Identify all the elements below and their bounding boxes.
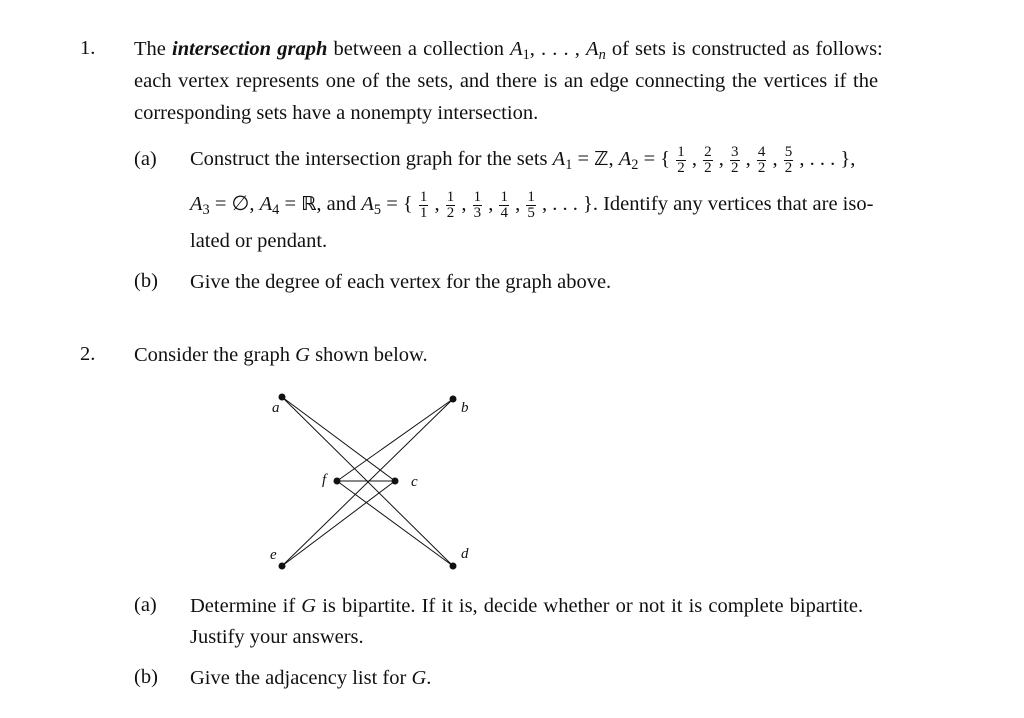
problem-2-intro: Consider the graph G shown below.: [134, 344, 428, 366]
edge-b-f: [337, 399, 453, 481]
problem-1b-label: (b): [134, 270, 158, 292]
set-a5-fraction: $\frac{1}{2}$: [446, 188, 455, 221]
vertex-label-d: d: [461, 546, 469, 562]
set-a2-fraction: $\frac{4}{2}$: [757, 143, 766, 176]
set-a2-fraction: $\frac{1}{2}$: [677, 143, 685, 176]
vertex-f: [334, 478, 341, 485]
set-a2-fraction: $\frac{5}{2}$: [784, 143, 793, 176]
problem-2-number: 2.: [80, 343, 96, 365]
term-intersection-graph: intersection graph: [172, 38, 328, 60]
vertex-e: [279, 563, 286, 570]
problem-1b-text: Give the degree of each vertex for the graph above.: [190, 271, 612, 293]
problem-1a-label: (a): [134, 148, 157, 170]
vertex-label-a: a: [272, 400, 280, 416]
vertex-label-f: f: [322, 472, 327, 488]
set-a2-fraction: $\frac{3}{2}$: [731, 143, 739, 176]
set-a5-fraction: $\frac{1}{3}$: [473, 188, 482, 221]
vertex-c: [392, 478, 399, 485]
edge-c-e: [282, 481, 395, 566]
edge-a-c: [282, 397, 395, 481]
problem-1a-line-2: $A_3$ = ∅, $A_4$ = ℝ, and $A_5$ = { $\frac{1}{1}$ , $\frac{1}{2}$ , $\frac{1}{3}$ , $\frac{1}{4}$ , $\frac{1}{5}$ , . . . }. Identify any vertices that are iso-: [190, 188, 874, 221]
set-a5-fraction: $\frac{1}{1}$: [419, 188, 428, 221]
problem-1-line-2: each vertex represents one of the sets, and there is an edge connecting the vertices if the: [134, 70, 879, 92]
problem-2b-text: Give the adjacency list for G.: [190, 667, 432, 689]
vertex-label-c: c: [411, 474, 418, 490]
problem-2a-line-2: Justify your answers.: [190, 626, 364, 648]
edge-f-d: [337, 481, 453, 566]
vertex-d: [450, 563, 457, 570]
problem-2a-line-1: Determine if G is bipartite. If it is, decide whether or not it is complete bipartite.: [190, 595, 864, 617]
vertex-a: [279, 394, 286, 401]
set-a5-fraction: $\frac{1}{5}$: [527, 188, 535, 221]
vertex-label-e: e: [270, 547, 277, 563]
problem-1a-line-1: Construct the intersection graph for the sets $A_1$ = ℤ, $A_2$ = { $\frac{1}{2}$ , $\frac{2}{2}$ , $\frac{3}{2}$ , $\frac{4}{2}$ , $\frac{5}{2}$ , . . . },: [190, 143, 856, 176]
problem-2b-label: (b): [134, 666, 158, 688]
problem-1-number: 1.: [80, 37, 96, 59]
problem-1a-line-3: lated or pendant.: [190, 230, 328, 252]
vertex-label-b: b: [461, 400, 469, 416]
problem-2a-label: (a): [134, 594, 157, 616]
problem-1-intro: The intersection graph between a collection $A_1$, . . . , $A_n$ of sets is constructed as follows:: [134, 38, 883, 63]
problem-1-line-3: corresponding sets have a nonempty intersection.: [134, 102, 539, 124]
set-a5-fraction: $\frac{1}{4}$: [500, 188, 508, 221]
set-a2-fraction: $\frac{2}{2}$: [704, 143, 712, 176]
vertex-b: [450, 396, 457, 403]
